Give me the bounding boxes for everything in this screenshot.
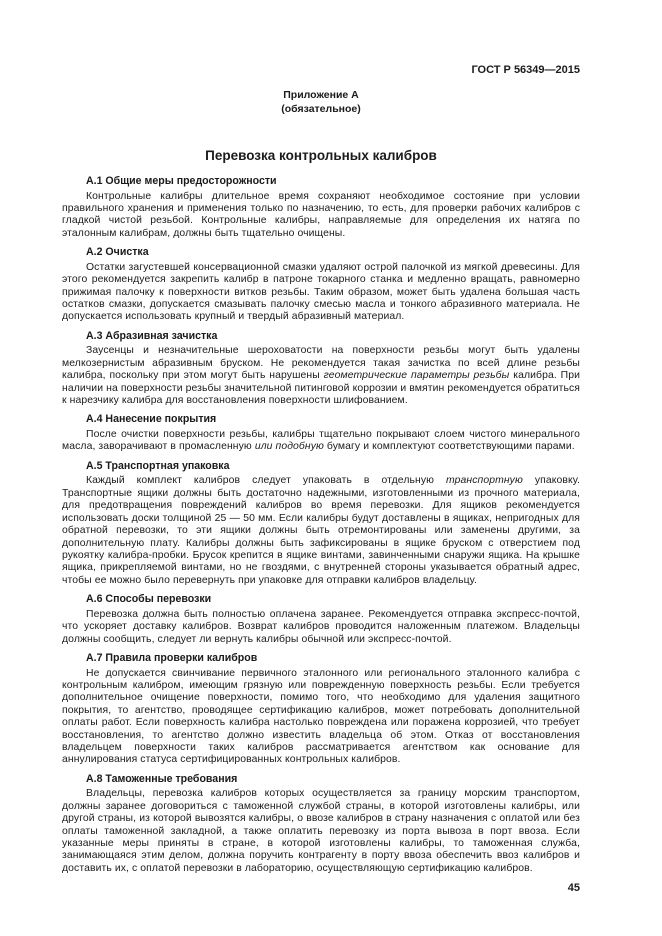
paragraph-run: Не допускается свинчивание первичного эталонного или регионального эталонного калибра с контрольным калибром, имеющим грязную или поврежденную поверхность резьбы. Если требуется дополнительное очищение поверхности, помимо того, что необходимо для удаления защитного покрытия, то агентство, проводящее сертификацию калибров, может потребовать дополнительной оплаты работ. Если поверхность калибра настолько повреждена или поражена коррозией, что требует восстановления, то агентство должно известить владельца об этом. Отказ от восстановления владельцем поверхности таких калибров рассматривается агентством как основание для аннулирования статуса сертифицированных контрольных калибров. <box>62 667 580 766</box>
paragraph-run: После очистки поверхности резьбы, калибры тщательно покрывают слоем чистого минерального масла, заворачивают в промасленную <box>62 429 580 453</box>
section-paragraph <box>62 668 580 767</box>
paragraph-run: Перевозка должна быть полностью оплачена заранее. Рекомендуется отправка экспресс-почтой, что ускоряет доставку калибров. Возврат калибров проводится наложенным платежом. Владельцы должны сообщить, следует ли вернуть калибры обычной или экспресс-почтой. <box>62 608 580 645</box>
section-paragraph <box>62 262 580 324</box>
doc-code: ГОСТ Р 56349—2015 <box>471 64 580 76</box>
section-heading: А.4 Нанесение покрытия <box>86 413 217 426</box>
paragraph-run: Остатки загустевшей консервационной смазки удаляют острой палочкой из мягкой древесины. Для этого рекомендуется закрепить калибр в патроне токарного станка и медленно вращать, равномерно прижимая палочку к поверхности витков резьбы. Таким образом, может быть удалена большая часть остатков смазки, допускается смазывать палочку смесью масла и тонкого абразивного материала. Не допускается использовать крупный и твердый абразивный материал. <box>62 261 580 323</box>
paragraph-run: Заусенцы и незначительные шероховатости на поверхности резьбы могут быть удалены мелкозернистым абразивным бруском. Не рекомендуется такая зачистка по всей длине резьбы калибра, поскольку при этом могут быть нарушены <box>62 345 580 382</box>
section-paragraph <box>62 429 580 454</box>
paragraph-run: упаковку. Транспортные ящики должны быть достаточно надежными, изготовленными из прочного материала, для предотвращения повреждений калибров во время перевозки. Для ящиков рекомендуется использовать доски толщиной 25 — 50 мм. Если калибры будут доставлены в ящиках, непригодных для обратной перевозки, то эти ящики должны быть отремонтированы или заменены другими, за дополнительную плату. Калибры должны быть зафиксированы в ящике бруском с отверстием под рукоятку калибра-пробки. Брусок крепится в ящике винтами, завинченными снаружи ящика. На крышке ящика, прикрепляемой винтами, но не гвоздями, с внутренней стороны указывается обратный адрес, чтобы ее можно было перевернуть при упаковке для отправки калибров владельцу. <box>62 475 580 586</box>
sections-container <box>62 175 580 875</box>
paragraph-run-italic: или подобную <box>254 441 324 453</box>
section-paragraph <box>62 345 580 407</box>
paragraph-run: Каждый комплект калибров следует упаковать в отдельную <box>86 475 446 487</box>
section-paragraph <box>62 475 580 587</box>
appendix-label: Приложение А <box>283 89 359 101</box>
appendix-type: (обязательное) <box>281 102 361 115</box>
section-paragraph <box>62 609 580 646</box>
paragraph-run: бумагу и комплектуют соответствующими парами. <box>323 441 575 453</box>
paragraph-run: Владельцы, перевозка калибров которых осуществляется за границу морским транспортом, должны заранее договориться с таможенной службой страны, в которой изготовлены калибры, или другой страны, из которой вывозятся калибры, о ввозе калибров в страну назначения с оплатой или без оплаты таможенной закладной, а также оплатить перевозку из порта вывоза в порт ввоза. Если указанные меры приняты в стране, в которой изготовлены калибры, то таможенная служба, занимающаяся этим делом, должна поручить контрагенту в порту ввоза обеспечить ввоз калибров и доставить их, с оплатой перевозки в лабораторию, осуществляющую сертификацию калибров. <box>62 788 580 874</box>
section-heading: А.3 Абразивная зачистка <box>86 329 218 342</box>
section-heading: А.5 Транспортная упаковка <box>86 459 230 472</box>
appendix-block <box>62 89 580 116</box>
paragraph-run: калибра. При наличии на поверхности резьбы значительной питинговой коррозии и вмятин рекомендуется обратиться к нарезчику калибра для восстановления поверхности шлифованием. <box>62 370 580 407</box>
page-number: 45 <box>567 882 580 895</box>
section-paragraph <box>62 191 580 241</box>
page-title: Перевозка контрольных калибров <box>205 148 437 163</box>
paragraph-run-italic: транспортную <box>446 475 523 487</box>
paragraph-run-italic: геометрические параметры резьбы <box>323 370 510 382</box>
section-heading: А.1 Общие меры предосторожности <box>86 175 277 187</box>
section-heading: А.8 Таможенные требования <box>86 772 238 785</box>
section-heading: А.2 Очистка <box>86 246 149 259</box>
section-paragraph <box>62 788 580 875</box>
paragraph-run: Контрольные калибры длительное время сохраняют необходимое состояние при условии правильного хранения и применения только по назначению, то есть, для проверки рабочих калибров с гладкой чистой резьбой. Контрольные калибры, направляемые для определения их натяга по эталонным калибрам, должны быть тщательно очищены. <box>62 190 580 239</box>
section-heading: А.7 Правила проверки калибров <box>86 651 258 664</box>
section-heading: А.6 Способы перевозки <box>86 593 212 606</box>
